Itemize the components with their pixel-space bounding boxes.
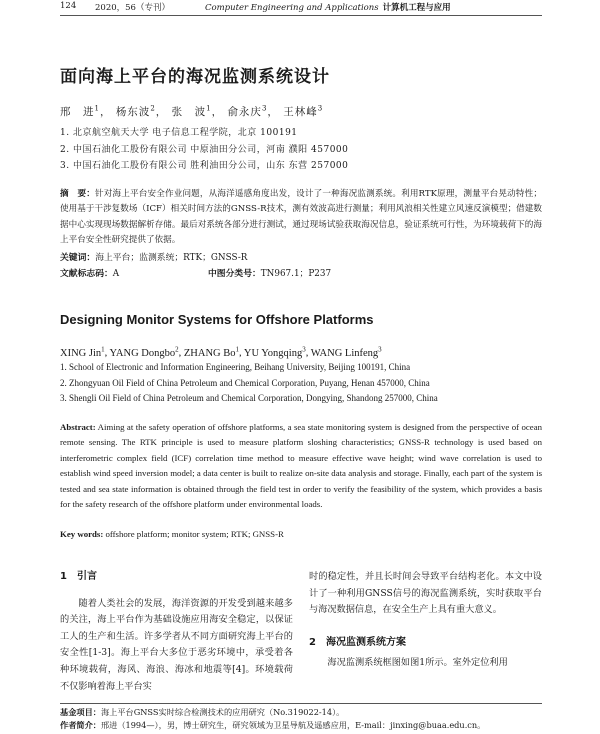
classification-line — [60, 266, 542, 279]
abstract-en-label: Abstract: — [60, 422, 96, 432]
abstract-cn-label: 摘 要： — [60, 189, 95, 199]
abstract-en — [60, 420, 542, 512]
author-cn: 杨东波$^2$ — [115, 104, 156, 118]
body-column-right — [309, 569, 542, 672]
affiliation-en: 1. School of Electronic and Information Engineering, Beihang University, Beijing 100191, China — [60, 362, 411, 372]
body-column-left — [60, 569, 293, 695]
journal-name-cn: 计算机工程与应用 — [382, 3, 451, 13]
body-paragraph: 随着人类社会的发展，海洋资源的开发受到越来越多的关注，海上平台作为基础设施应用海安全稳定，以保证工人的生产和生活。许多学者从不同方面研究海上平台的安全性[1-3]。海上平台大多位于恶劣环境中，承受着各种环境载荷，海风、海浪、海冰和地震等[4]。环境载荷不仅影响着海上平台实 — [60, 597, 293, 692]
keywords-cn: 关键词：海上平台；监测系统；RTK；GNSS-R — [60, 253, 248, 263]
author-en: YU Yongqing$^3$ — [243, 345, 306, 359]
affiliation-en: 2. Zhongyuan Oil Field of China Petroleum and Chemical Corporation, Puyang, Henan 457000, China — [60, 378, 430, 388]
footnote-author: 作者简介：邢进（1994—），男，博士研究生，研究领域为卫星导航及遥感应用，E-mail：jinxing@buaa.edu.cn。 — [60, 720, 486, 730]
journal-name — [205, 1, 451, 13]
author-cn: 邢 进$^1$ — [60, 104, 100, 118]
journal-name-en: Computer Engineering and Applications — [205, 3, 379, 13]
affiliation-en: 3. Shengli Oil Field of China Petroleum and Chemical Corporation, Dongying, Shandong 257000, China — [60, 393, 438, 403]
abstract-cn-text: 针对海上平台安全作业问题，从海洋遥感角度出发，设计了一种海况监测系统。利用RTK原理，测量平台晃动特性；使用基于干涉复数场（ICF）相关时间方法的GNSS-R技术，测有效波高进行测量；利用风浪相关性建立风速反演模型；借建数据中心实现现场数据解析存储。最后对系统各部分进行测试，通过现场试验获取海况信息，验证系统可行性，为环境载荷下的海上平台安全性研究提供了依据。 — [60, 189, 542, 245]
authors-cn: 邢 进$^1$， 杨东波$^2$， 张 波$^1$， 俞永庆$^3$， 王林峰$^3$ — [60, 104, 324, 118]
running-header — [0, 0, 600, 14]
author-en: XING Jin$^1$ — [60, 345, 105, 359]
keywords-en: Key words: offshore platform; monitor system; RTK; GNSS-R — [60, 529, 284, 539]
body-paragraph: 时的稳定性，并且长时间会导致平台结构老化。本文中设计了一种利用GNSS信号的海况监测系统，实时获取平台与海况数据信息，在安全生产上具有重大意义。 — [309, 571, 542, 616]
affiliation-cn: 3. 中国石油化工股份有限公司 胜利油田分公司，山东 东营 257000 — [60, 161, 349, 171]
authors-en: XING Jin$^1$, YANG Dongbo$^2$, ZHANG Bo$^1$, YU Yongqing$^3$, WANG Linfeng$^3$ — [60, 345, 382, 359]
author-cn: 俞永庆$^3$ — [227, 104, 268, 118]
author-cn: 张 波$^1$ — [171, 104, 212, 118]
paper-title-en: Designing Monitor Systems for Offshore Platforms — [60, 312, 374, 327]
author-en: WANG Linfeng$^3$ — [310, 345, 382, 359]
page-number: 124 — [60, 1, 77, 11]
footnote-rule — [60, 703, 542, 704]
abstract-cn — [60, 187, 542, 248]
body-paragraph: 海况监测系统框图如图1所示。室外定位利用 — [327, 657, 508, 669]
journal-issue: 2020，56（专刊） — [95, 3, 170, 13]
section-heading-2: 2 海况监测系统方案 — [309, 636, 406, 648]
clc-number: 中图分类号：TN967.1；P237 — [208, 269, 332, 279]
header-rule — [60, 15, 542, 16]
footnote-fund: 基金项目：海上平台GNSS实时综合检测技术的应用研究（No.319022-14）。 — [60, 707, 345, 717]
abstract-en-text: Aiming at the safety operation of offshore platforms, a sea state monitoring system is designed from the perspective of ocean remote sensing. The RTK principle is used to measure platform sloshing characteristics; GNSS-R technology is used based on interferometric complex field (ICF) correlation time method to measure effective wave height; wind wave correlation is used to establish wind speed inversion model; a data center is built to realize on-site data analysis and storage. Finally, each part of the system is tested and sea state information is obtained through the field test in order to verify the feasibility of the system, which provides a basis for the safety research of the offshore platform under environmental loads. — [60, 422, 543, 510]
author-en: ZHANG Bo$^1$ — [183, 345, 239, 359]
affiliation-cn: 2. 中国石油化工股份有限公司 中原油田分公司，河南 濮阳 457000 — [60, 145, 349, 155]
paper-title-cn: 面向海上平台的海况监测系统设计 — [60, 67, 330, 87]
author-cn: 王林峰$^3$ — [283, 104, 324, 118]
section-heading-1: 1 引言 — [60, 571, 97, 582]
affiliation-cn: 1. 北京航空航天大学 电子信息工程学院，北京 100191 — [60, 128, 298, 138]
author-en: YANG Dongbo$^2$ — [109, 345, 179, 359]
document-code: 文献标志码：A — [60, 269, 120, 279]
